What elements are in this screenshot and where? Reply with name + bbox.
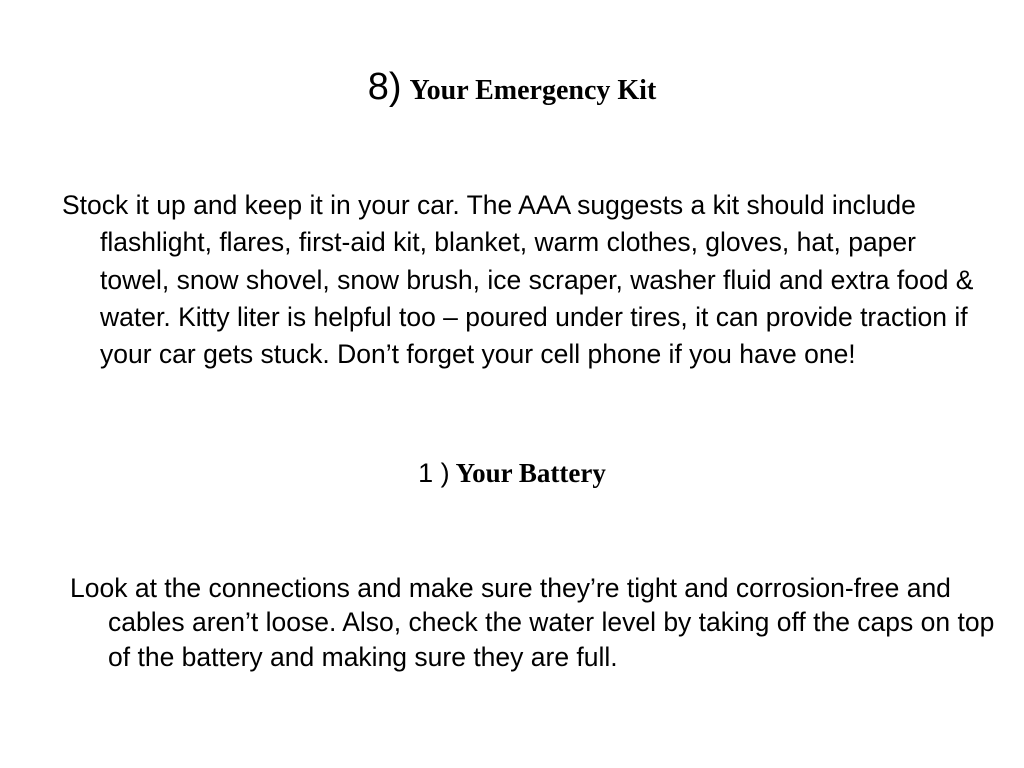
section-title-battery (0, 458, 1024, 489)
emergency-kit-paragraph: Stock it up and keep it in your car. The AAA suggests a kit should include flashlight, flares, first-aid kit, blanket, warm clothes, gloves, hat, paper towel, snow shovel, snow brush, ice scraper, washer fluid and extra food & water. Kitty liter is helpful too – poured under tires, it can provide traction if your car gets stuck. Don’t forget your cell phone if you have one! (62, 190, 974, 370)
section-title-emergency-kit (0, 66, 1024, 109)
section-heading: Your Battery (455, 458, 606, 488)
section-heading: Your Emergency Kit (409, 75, 657, 106)
section-number: 8) (367, 66, 402, 108)
section-number: 1 ) (418, 458, 450, 488)
battery-paragraph: Look at the connections and make sure they’re tight and corrosion-free and cables aren’t loose. Also, check the water level by taking off the caps on top of the battery and making sure they are full. (70, 573, 995, 672)
